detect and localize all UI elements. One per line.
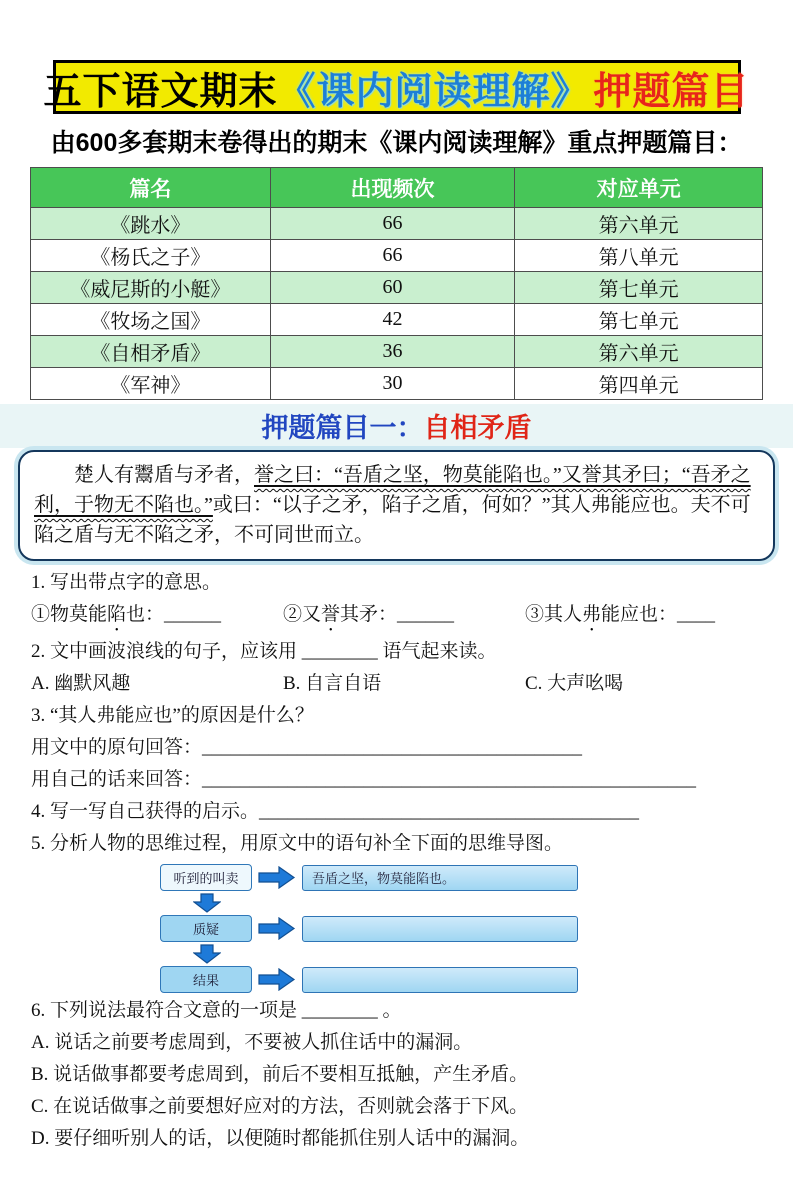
diagram-row-3 — [160, 966, 763, 993]
passage-box — [18, 450, 775, 561]
q1-item-1: ①物莫能陷也：______ — [31, 604, 222, 625]
diagram-node-question: 质疑 — [160, 915, 252, 942]
passage-marked-sentence: 誉之曰：“吾盾之坚，物莫能陷也。”又誉其矛曰；“吾矛之利，于物无不陷也。” — [34, 464, 751, 516]
q1-item-3: ③其人弗能应也：____ — [525, 604, 716, 625]
answer-blank: ________ — [301, 1000, 378, 1021]
q6-option-c: C. 在说话做事之前要想好应对的方法，否则就会落于下风。 — [31, 1096, 529, 1117]
cell-unit: 第四单元 — [515, 368, 763, 400]
diagram-answer-box-3 — [302, 967, 578, 993]
question-4-stem: 4. 写一写自己获得的启示。________________________________________ — [31, 801, 640, 822]
answer-blank: ____________________________________________________ — [202, 769, 697, 790]
table-header-row — [31, 168, 763, 208]
dotted-char: 陷 — [107, 604, 127, 625]
cell-frequency: 30 — [270, 368, 515, 400]
cell-unit: 第六单元 — [515, 336, 763, 368]
cell-unit: 第八单元 — [515, 240, 763, 272]
answer-blank: ______ — [397, 604, 455, 625]
dotted-char: 誉 — [321, 604, 341, 625]
question-3-stem: 3. “其人弗能应也”的原因是什么？ — [31, 705, 314, 726]
subtitle: 由600多套期末卷得出的期末《课内阅读理解》重点押题篇目： — [50, 129, 743, 157]
diagram-node-heard: 听到的叫卖 — [160, 864, 252, 891]
cell-title: 《军神》 — [31, 368, 271, 400]
title-part-black: 五下语文期末 — [43, 70, 278, 113]
table-row — [31, 208, 763, 240]
cell-frequency: 36 — [270, 336, 515, 368]
cell-frequency: 60 — [270, 272, 515, 304]
question-5-stem: 5. 分析人物的思维过程，用原文中的语句补全下面的思维导图。 — [31, 833, 564, 854]
cell-unit: 第七单元 — [515, 304, 763, 336]
col-header-unit: 对应单元 — [515, 168, 763, 208]
right-arrow-icon — [258, 968, 296, 991]
right-arrow-icon — [258, 866, 296, 889]
passage-plain-2: 或曰：“以子之矛，陷子之盾，何如？”其人弗能应也。夫不可陷之盾与无不陷之矛，不可同世而立。 — [34, 494, 751, 546]
passage-plain-1: 楚人有鬻盾与矛者， — [74, 464, 254, 486]
answer-blank: ____ — [677, 604, 716, 625]
cell-title: 《跳水》 — [31, 208, 271, 240]
diagram-answer-box-2 — [302, 916, 578, 942]
diagram-row-1 — [160, 864, 763, 891]
diagram-row-2 — [160, 915, 763, 942]
question-1-stem: 1. 写出带点字的意思。 — [31, 572, 222, 593]
question-1-items — [31, 599, 763, 636]
cell-unit: 第七单元 — [515, 272, 763, 304]
section-title: 自相矛盾 — [423, 413, 532, 443]
question-6-stem: 6. 下列说法最符合文意的一项是 ________ 。 — [31, 1000, 402, 1021]
answer-blank: ________________________________________ — [202, 737, 583, 758]
title-banner — [43, 60, 750, 114]
table-row — [31, 368, 763, 400]
cell-unit: 第六单元 — [515, 208, 763, 240]
diagram-node-result: 结果 — [160, 966, 252, 993]
table-row — [31, 336, 763, 368]
q6-option-a: A. 说话之前要考虑周到，不要被人抓住话中的漏洞。 — [31, 1032, 473, 1053]
col-header-frequency: 出现频次 — [270, 168, 515, 208]
cell-title: 《自相矛盾》 — [31, 336, 271, 368]
option-c: C. 大声吆喝 — [525, 673, 624, 694]
diagram-answer-box-1: 吾盾之坚，物莫能陷也。 — [302, 865, 578, 891]
option-b: B. 自言自语 — [283, 673, 382, 694]
right-arrow-icon — [258, 917, 296, 940]
title-part-red: 押题篇目 — [593, 70, 750, 113]
cell-frequency: 42 — [270, 304, 515, 336]
option-a: A. 幽默风趣 — [31, 673, 131, 694]
question-2-options — [31, 668, 763, 700]
questions-section — [31, 567, 763, 1155]
table-row — [31, 272, 763, 304]
down-arrow-icon — [193, 944, 221, 964]
question-3-line-2: 用自己的话来回答：____________________________________________________ — [31, 769, 697, 790]
cell-title: 《牧场之国》 — [31, 304, 271, 336]
cell-frequency: 66 — [270, 208, 515, 240]
title-part-blue: 《课内阅读理解》 — [277, 70, 590, 113]
col-header-title: 篇名 — [31, 168, 271, 208]
answer-blank: ______ — [164, 604, 222, 625]
answer-blank: ________________________________________ — [259, 801, 640, 822]
cell-frequency: 66 — [270, 240, 515, 272]
q6-option-b: B. 说话做事都要考虑周到，前后不要相互抵触，产生矛盾。 — [31, 1064, 529, 1085]
cell-title: 《威尼斯的小艇》 — [31, 272, 271, 304]
dotted-char: 弗 — [582, 604, 602, 625]
down-arrow-icon — [193, 893, 221, 913]
q1-item-2: ②又誉其矛：______ — [283, 604, 455, 625]
answer-blank: ________ — [301, 641, 378, 662]
q6-option-d: D. 要仔细听别人的话，以便随时都能抓住别人话中的漏洞。 — [31, 1128, 530, 1149]
question-3-line-1: 用文中的原句回答：________________________________________ — [31, 737, 583, 758]
passage-text — [34, 460, 759, 550]
table-row — [31, 304, 763, 336]
frequency-table — [30, 167, 763, 400]
section-heading — [0, 404, 793, 448]
mind-map-diagram — [160, 864, 763, 993]
bottom-margin — [0, 1155, 793, 1185]
section-label: 押题篇目一： — [261, 413, 424, 443]
table-row — [31, 240, 763, 272]
question-2-stem: 2. 文中画波浪线的句子，应该用 ________ 语气起来读。 — [31, 641, 497, 662]
cell-title: 《杨氏之子》 — [31, 240, 271, 272]
